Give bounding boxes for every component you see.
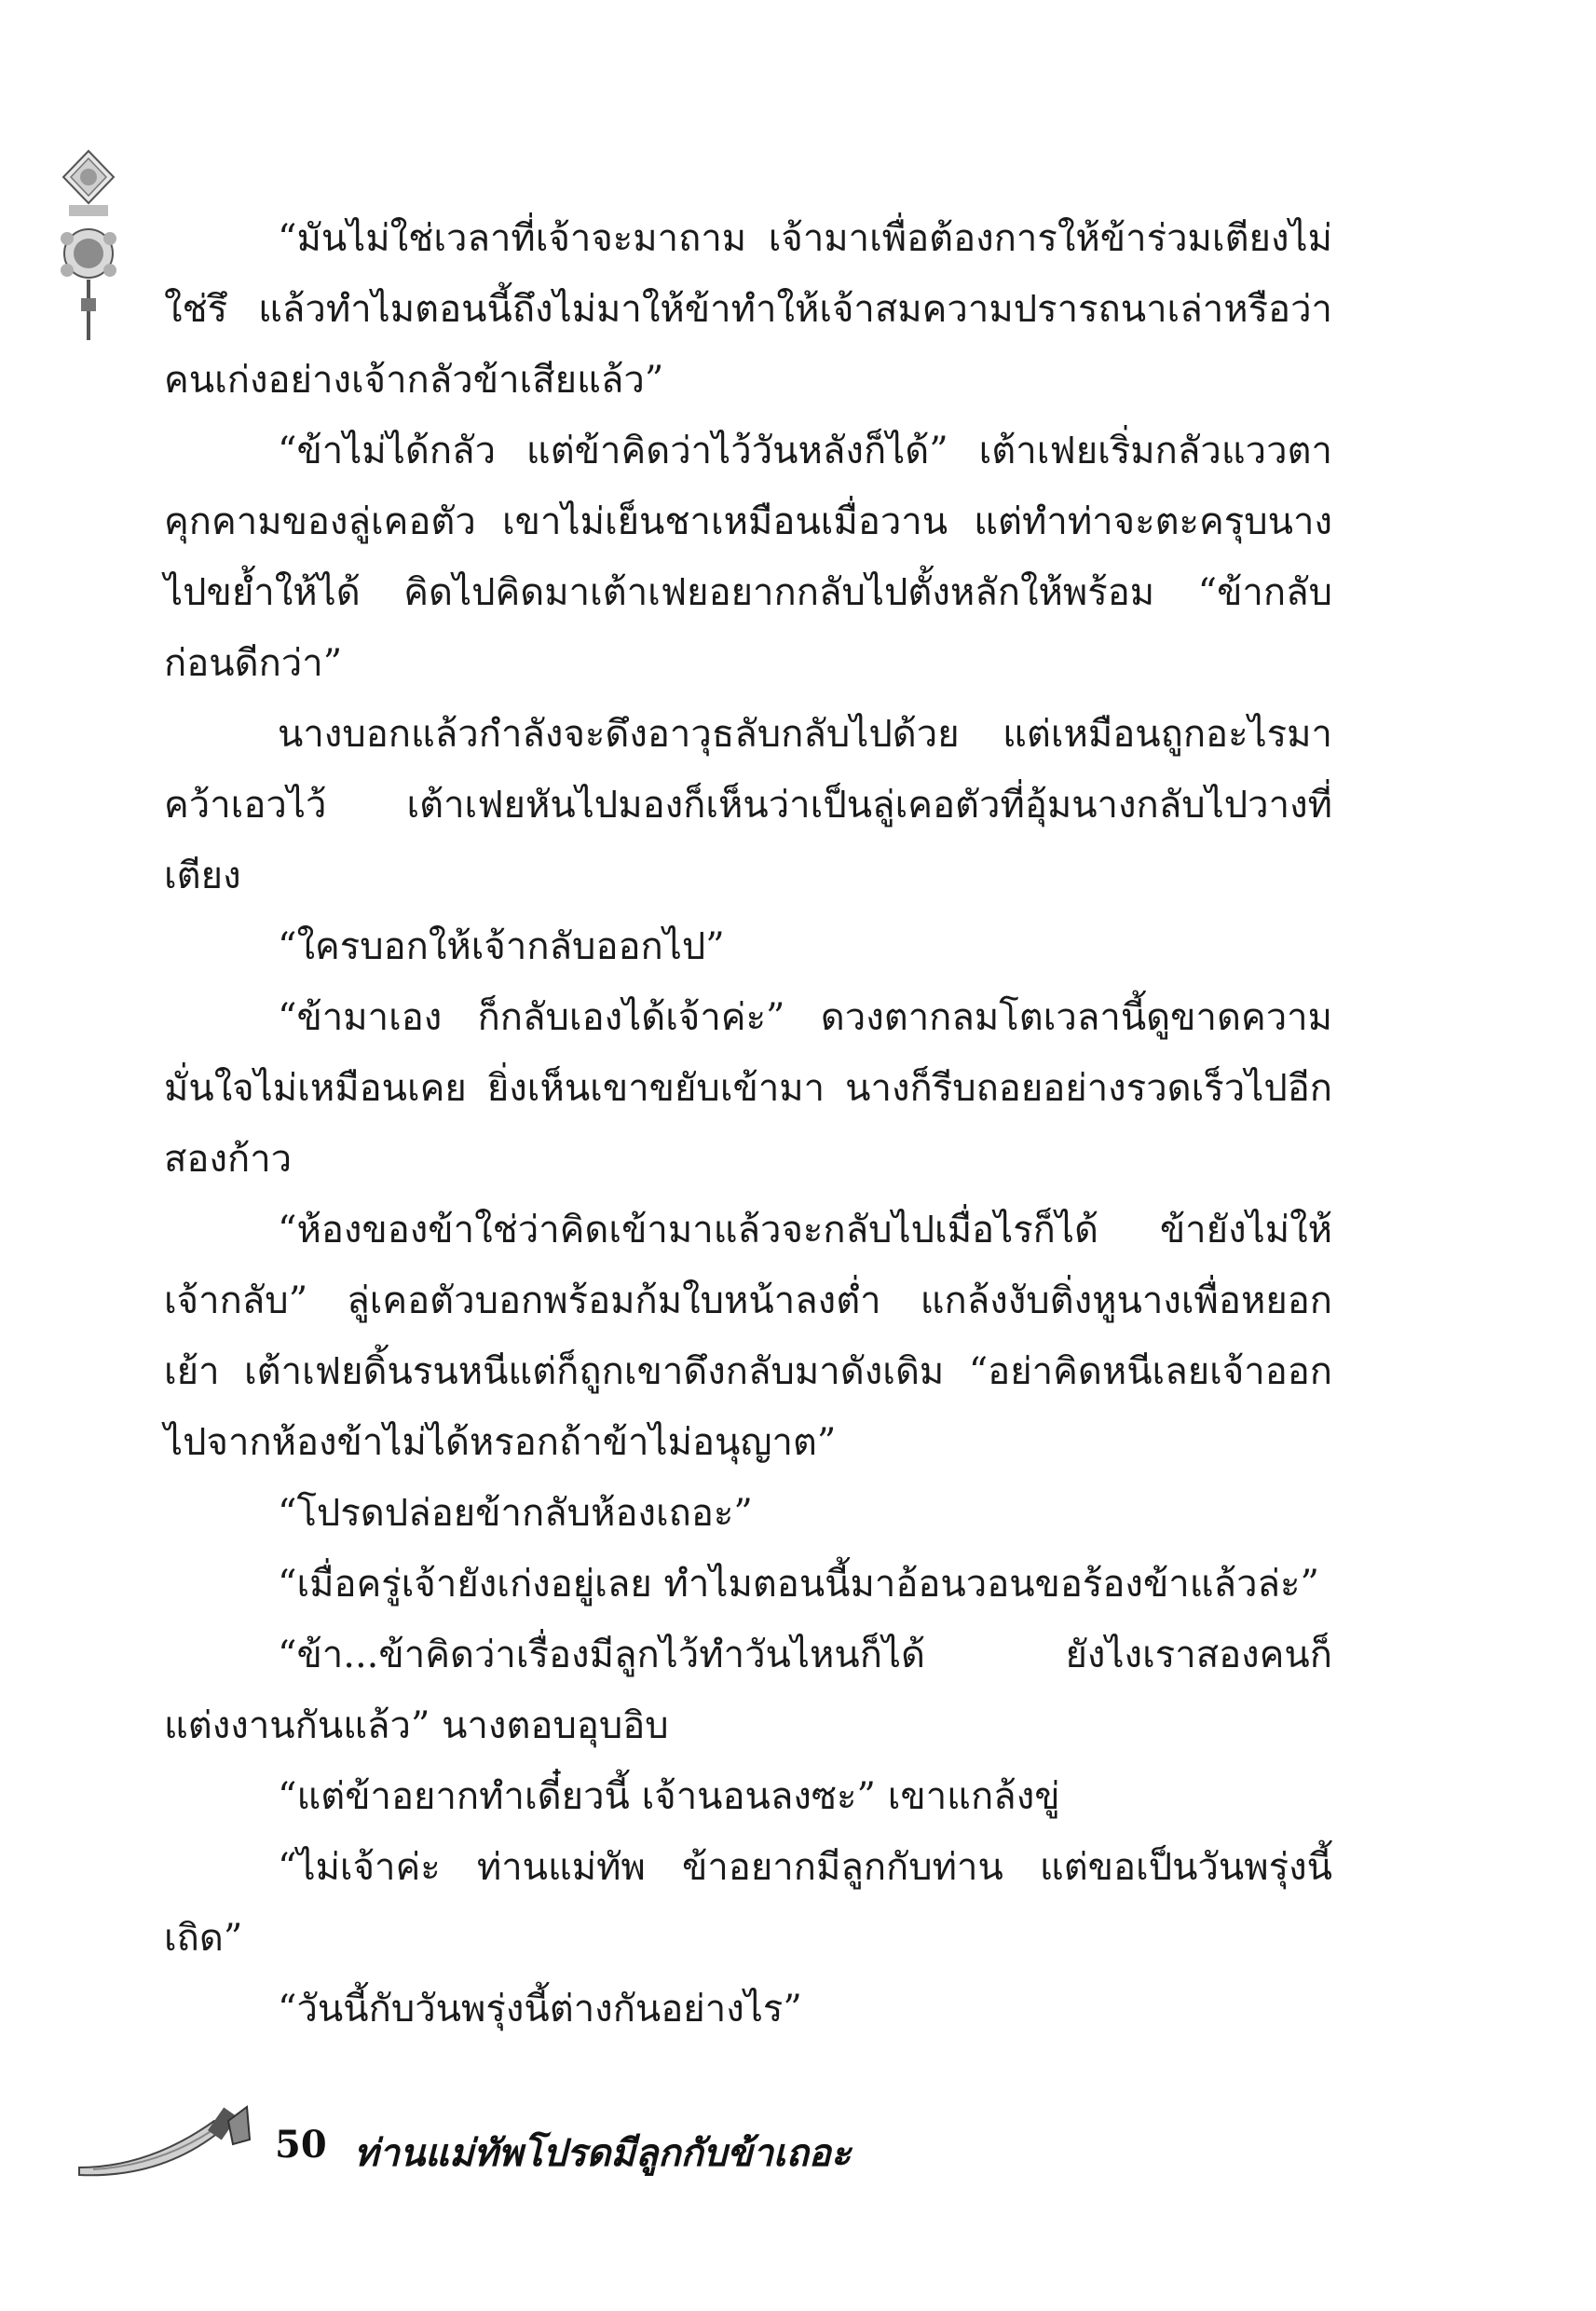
- paragraph: “เมื่อครู่เจ้ายังเก่งอยู่เลย ทำไมตอนนี้มาอ้อนวอนขอร้องข้าแล้วล่ะ”: [278, 1563, 1319, 1606]
- paragraph: “ข้ามาเอง ก็กลับเองได้เจ้าค่ะ” ดวงตากลมโตเวลานี้ดูขาดความมั่นใจไม่เหมือนเคย ยิ่งเห็นเขาขยับเข้ามา นางก็รีบถอยอย่างรวดเร็วไปอีกสองก้าว: [164, 996, 1332, 1181]
- story-text: [164, 203, 1332, 2044]
- book-title: ท่านแม่ทัพโปรดมีลูกกับข้าเถอะ: [354, 2132, 852, 2175]
- paragraph: “โปรดปล่อยข้ากลับห้องเถอะ”: [278, 1492, 753, 1535]
- paragraph: “ใครบอกให้เจ้ากลับออกไป”: [278, 925, 725, 968]
- paragraph: “แต่ข้าอยากทำเดี๋ยวนี้ เจ้านอนลงซะ” เขาแกล้งขู่: [278, 1775, 1060, 1818]
- paragraph: “ห้องของข้าใช่ว่าคิดเข้ามาแล้วจะกลับไปเมื่อไรก็ได้ ข้ายังไม่ให้เจ้ากลับ” ลู่เคอตัวบอกพร้อมก้มใบหน้าลงต่ำ แกล้งงับติ่งหูนางเพื่อหยอกเย้า เต้าเฟยดิ้นรนหนีแต่ก็ถูกเขาดึงกลับมาดังเดิม “อย่าคิดหนีเลยเจ้าออกไปจากห้องข้าไม่ได้หรอกถ้าข้าไม่อนุญาต”: [164, 1209, 1332, 1464]
- paragraph: “วันนี้กับวันพรุ่งนี้ต่างกันอย่างไร”: [278, 1988, 802, 2031]
- page-footer: [75, 2102, 1006, 2195]
- paragraph: “ข้า...ข้าคิดว่าเรื่องมีลูกไว้ทำวันไหนก็ได้ ยังไงเราสองคนก็แต่งงานกันแล้ว” นางตอบอุบอิบ: [164, 1634, 1332, 1747]
- page-number: 50: [275, 2123, 327, 2167]
- paragraph: “ไม่เจ้าค่ะ ท่านแม่ทัพ ข้าอยากมีลูกกับท่าน แต่ขอเป็นวันพรุ่งนี้เถิด”: [164, 1846, 1332, 1960]
- paragraph: “มันไม่ใช่เวลาที่เจ้าจะมาถาม เจ้ามาเพื่อต้องการให้ข้าร่วมเตียงไม่ใช่รึ แล้วทำไมตอนนี้ถึงไม่มาให้ข้าทำให้เจ้าสมความปรารถนาเล่าหรือว่าคนเก่งอย่างเจ้ากลัวข้าเสียแล้ว”: [164, 217, 1332, 402]
- paragraph: “ข้าไม่ได้กลัว แต่ข้าคิดว่าไว้วันหลังก็ได้” เต้าเฟยเริ่มกลัวแววตาคุกคามของลู่เคอตัว เขาไม่เย็นชาเหมือนเมื่อวาน แต่ทำท่าจะตะครุบนางไปขย้ำให้ได้ คิดไปคิดมาเต้าเฟยอยากกลับไปตั้งหลักให้พร้อม “ข้ากลับก่อนดีกว่า”: [164, 430, 1332, 685]
- paragraph: นางบอกแล้วกำลังจะดึงอาวุธลับกลับไปด้วย แต่เหมือนถูกอะไรมาคว้าเอวไว้ เต้าเฟยหันไปมองก็เห็นว่าเป็นลู่เคอตัวที่อุ้มนางกลับไปวางที่เตียง: [164, 713, 1332, 897]
- sword-icon: [75, 2102, 252, 2186]
- chinese-ornament-icon: [56, 149, 121, 345]
